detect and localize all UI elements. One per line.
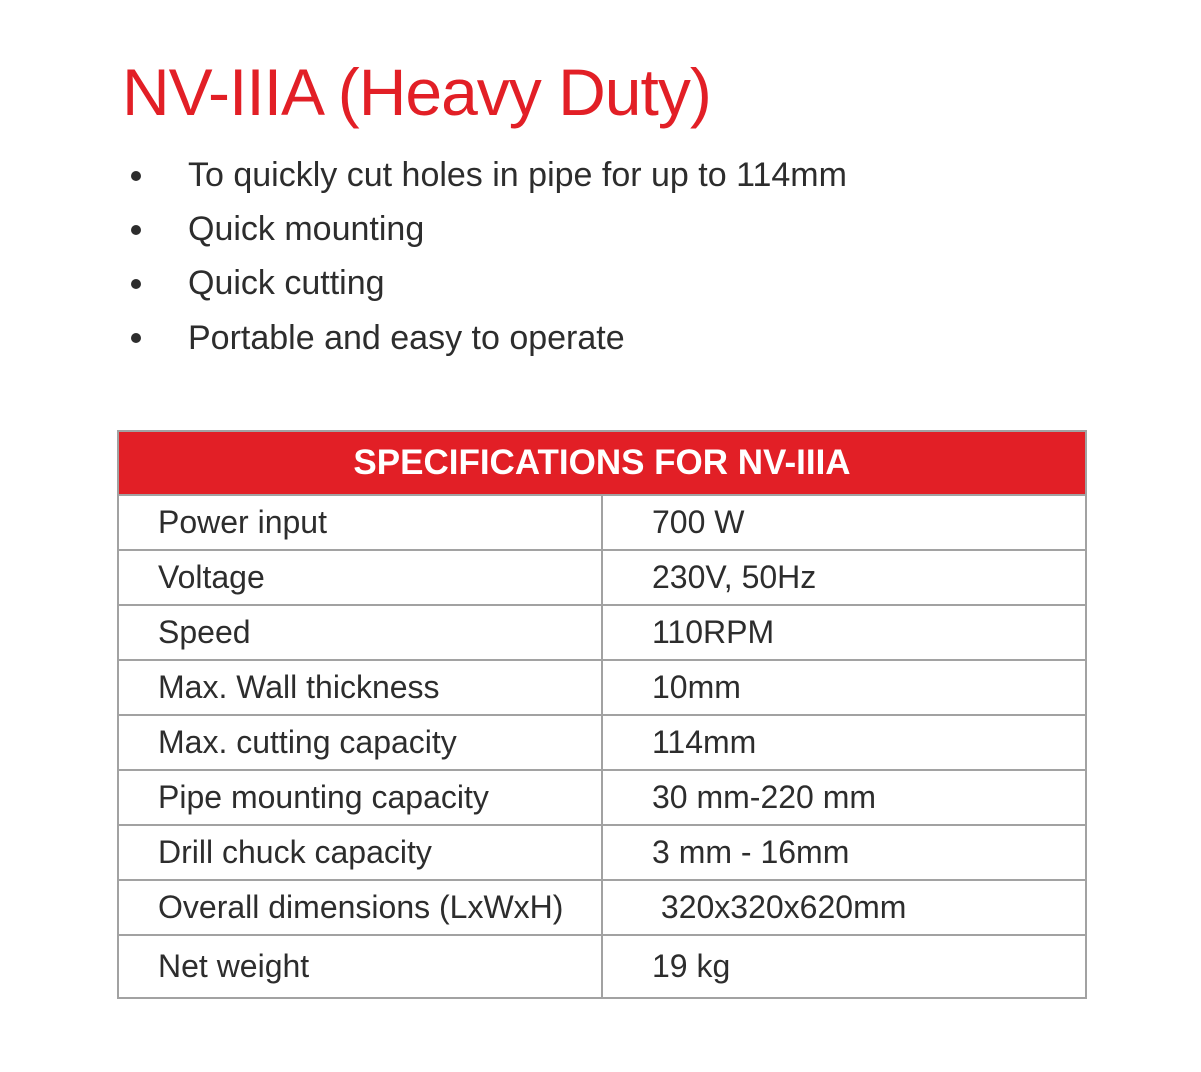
spec-table — [117, 430, 1087, 999]
spec-label: Speed — [118, 605, 602, 660]
spec-label: Voltage — [118, 550, 602, 605]
table-row — [118, 825, 1086, 880]
table-row — [118, 935, 1086, 998]
spec-label: Drill chuck capacity — [118, 825, 602, 880]
spec-label: Power input — [118, 495, 602, 550]
spec-value: 110RPM — [602, 605, 1086, 660]
spec-value: 30 mm-220 mm — [602, 770, 1086, 825]
feature-text: Quick mounting — [188, 210, 425, 249]
table-row — [118, 550, 1086, 605]
bullet-dot-icon — [131, 225, 141, 235]
spec-label: Net weight — [118, 935, 602, 998]
spec-value: 114mm — [602, 715, 1086, 770]
table-header-row — [118, 431, 1086, 495]
feature-list — [117, 149, 1087, 365]
feature-text: Quick cutting — [188, 264, 385, 303]
list-item — [117, 312, 1087, 366]
spec-label: Max. Wall thickness — [118, 660, 602, 715]
list-item — [117, 149, 1087, 203]
spec-label: Max. cutting capacity — [118, 715, 602, 770]
spec-value: 700 W — [602, 495, 1086, 550]
table-row — [118, 770, 1086, 825]
bullet-dot-icon — [131, 333, 141, 343]
spec-value: 19 kg — [602, 935, 1086, 998]
feature-text: To quickly cut holes in pipe for up to 114mm — [188, 156, 847, 195]
spec-table-header: SPECIFICATIONS FOR NV-IIIA — [118, 431, 1086, 495]
list-item — [117, 203, 1087, 257]
spec-value: 230V, 50Hz — [602, 550, 1086, 605]
bullet-dot-icon — [131, 171, 141, 181]
table-row — [118, 715, 1086, 770]
spec-value: 320x320x620mm — [602, 880, 1086, 935]
spec-value: 10mm — [602, 660, 1086, 715]
list-item — [117, 257, 1087, 311]
feature-text: Portable and easy to operate — [188, 318, 625, 357]
table-row — [118, 605, 1086, 660]
spec-value: 3 mm - 16mm — [602, 825, 1086, 880]
table-row — [118, 660, 1086, 715]
table-row — [118, 495, 1086, 550]
page-title: NV-IIIA (Heavy Duty) — [122, 55, 711, 129]
bullet-dot-icon — [131, 279, 141, 289]
spec-label: Pipe mounting capacity — [118, 770, 602, 825]
table-row — [118, 880, 1086, 935]
spec-label: Overall dimensions (LxWxH) — [118, 880, 602, 935]
